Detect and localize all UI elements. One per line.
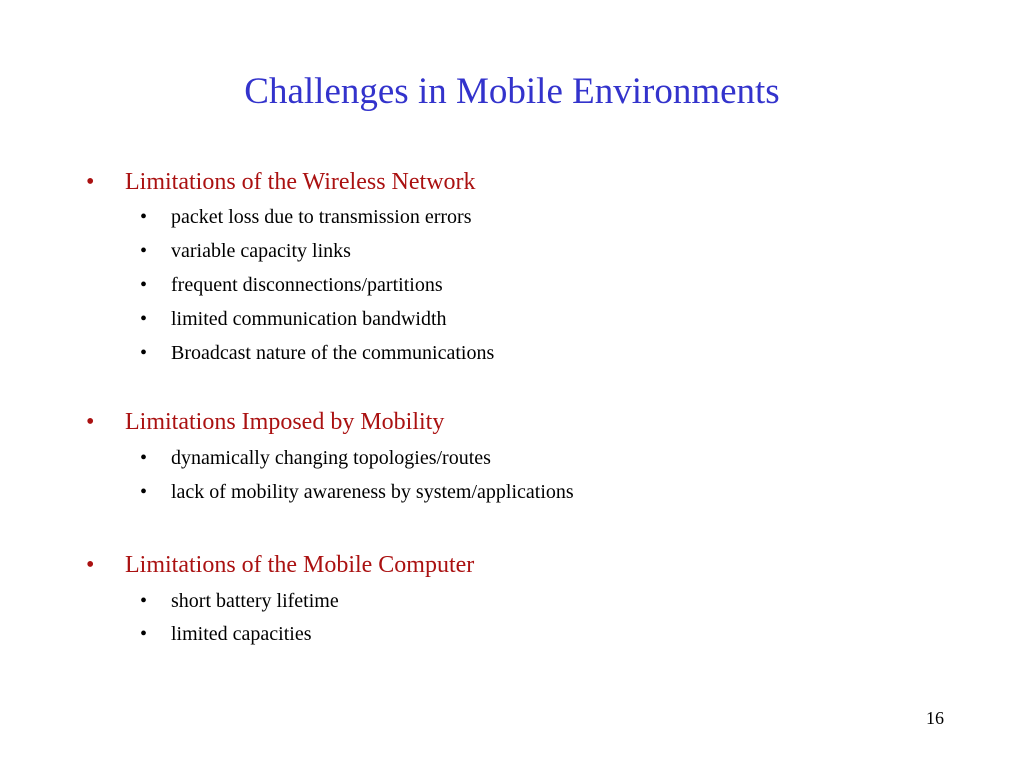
list-item-text: variable capacity links [171,240,351,262]
list-item [0,305,900,333]
section-heading [0,406,900,438]
bullet-icon: • [86,409,95,435]
section-heading [0,166,900,198]
bullet-icon: • [140,447,148,469]
list-item [0,271,900,299]
bullet-icon: • [140,623,148,645]
section-heading [0,549,900,581]
bullet-icon: • [140,274,148,296]
list-item [0,587,900,615]
bullet-icon: • [140,240,148,262]
slide-title: Challenges in Mobile Environments [244,71,780,112]
list-item-text: Broadcast nature of the communications [171,342,495,364]
bullet-icon: • [86,169,95,195]
list-item [0,339,900,367]
section-heading-text: Limitations of the Mobile Computer [125,552,475,578]
list-item-text: short battery lifetime [171,590,339,612]
list-item-text: packet loss due to transmission errors [171,206,472,228]
bullet-icon: • [140,308,148,330]
bullet-icon: • [140,342,148,364]
list-item-text: limited communication bandwidth [171,308,447,330]
list-item-text: dynamically changing topologies/routes [171,447,491,469]
list-item [0,444,900,472]
bullet-icon: • [86,552,95,578]
list-item-text: frequent disconnections/partitions [171,274,443,296]
list-item [0,620,900,648]
section-heading-text: Limitations of the Wireless Network [125,169,476,195]
bullet-icon: • [140,481,148,503]
list-item-text: limited capacities [171,623,312,645]
list-item [0,478,900,506]
bullet-icon: • [140,590,148,612]
section-heading-text: Limitations Imposed by Mobility [125,409,445,435]
list-item-text: lack of mobility awareness by system/applications [171,481,574,503]
page-number: 16 [926,708,944,728]
list-item [0,203,900,231]
bullet-icon: • [140,206,148,228]
list-item [0,237,900,265]
